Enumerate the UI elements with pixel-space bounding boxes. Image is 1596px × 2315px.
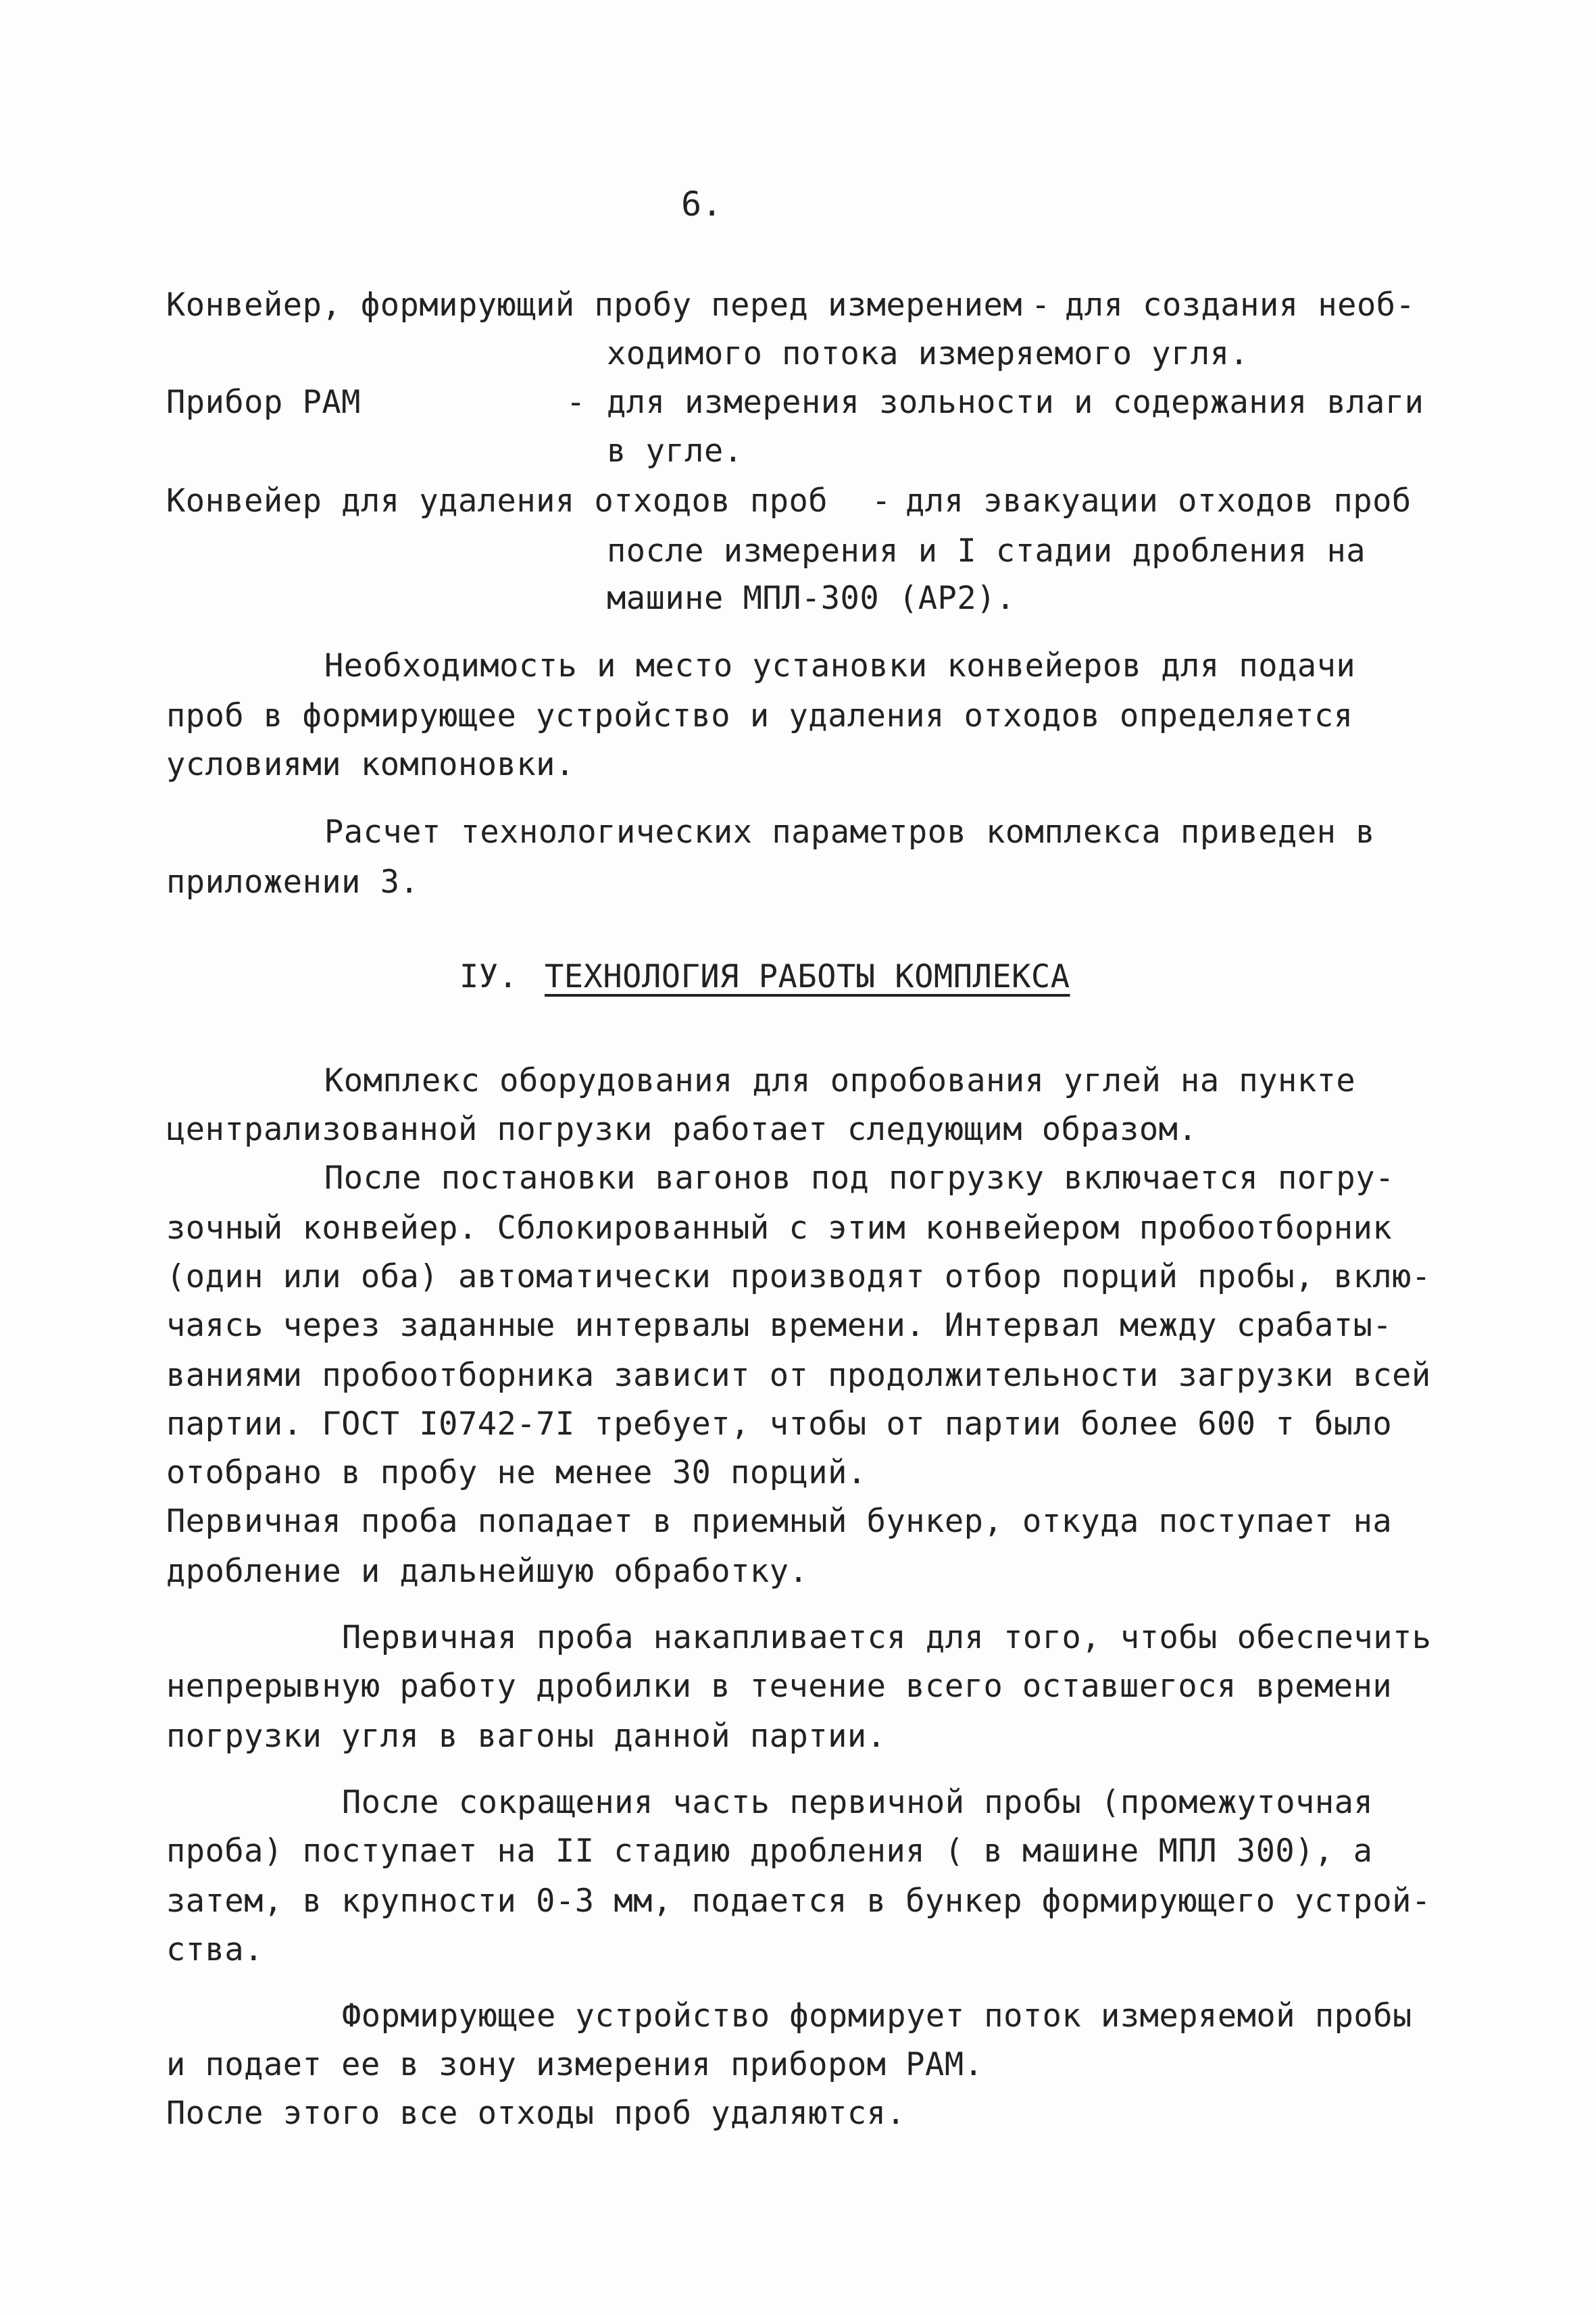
paragraph-9-line-1: После этого все отходы проб удаляются. [166,2095,906,2132]
equipment-desc-1-line-2: ходимого потока измеряемого угля. [607,335,1249,372]
equipment-dash-2: - [566,384,586,421]
paragraph-7-line-2: проба) поступает на II стадию дробления ( в машине МПЛ 300), а [166,1833,1373,1870]
page-number: 6. [681,184,723,224]
paragraph-4-line-5: ваниями пробоотборника зависит от продолжительности загрузки всей [166,1357,1431,1394]
paragraph-7-line-1: После сокращения часть первичной пробы (промежуточная [342,1784,1374,1821]
equipment-dash-1: - [1031,287,1051,324]
paragraph-4-line-3: (один или оба) автоматически производят отбор порций пробы, вклю- [166,1258,1431,1295]
paragraph-4-line-1: После постановки вагонов под погрузку включается погру- [324,1160,1395,1197]
paragraph-2-line-1: Расчет технологических параметров комплекса приведен в [324,814,1376,851]
paragraph-6-line-1: Первичная проба накапливается для того, чтобы обеспечить [342,1619,1432,1656]
paragraph-3-line-2: централизованной погрузки работает следующим образом. [166,1111,1198,1148]
paragraph-6-line-3: погрузки угля в вагоны данной партии. [166,1718,887,1755]
equipment-name-1: Конвейер, формирующий пробу перед измерением [166,287,1023,324]
paragraph-1-line-1: Необходимость и место установки конвейеров для подачи [324,647,1356,684]
paragraph-8-line-2: и подает ее в зону измерения прибором РАМ. [166,2046,984,2083]
equipment-desc-2-line-2: в угле. [607,432,743,470]
equipment-name-2: Прибор РАМ [166,384,361,421]
section-title: ТЕХНОЛОГИЯ РАБОТЫ КОМПЛЕКСА [545,958,1070,995]
paragraph-7-line-3: затем, в крупности 0-3 мм, подается в бункер формирующего устрой- [166,1883,1431,1920]
paragraph-4-line-4: чаясь через заданные интервалы времени. Интервал между срабаты- [166,1307,1393,1344]
paragraph-7-line-4: ства. [166,1931,264,1968]
paragraph-4-line-7: отобрано в пробу не менее 30 порций. [166,1454,867,1491]
paragraph-4-line-2: зочный конвейер. Сблокированный с этим конвейером пробоотборник [166,1210,1393,1247]
equipment-desc-3-line-1: для эвакуации отходов проб [905,482,1412,520]
equipment-desc-1-line-1: для создания необ- [1065,287,1416,324]
paragraph-8-line-1: Формирующее устройство формирует поток измеряемой пробы [342,1997,1412,2035]
equipment-desc-3-line-2: после измерения и I стадии дробления на [607,532,1366,570]
paragraph-1-line-3: условиями компоновки. [166,746,575,783]
paragraph-4-line-6: партии. ГОСТ I0742-7I требует, чтобы от партии более 600 т было [166,1405,1393,1443]
equipment-name-3: Конвейер для удаления отходов проб [166,482,828,520]
paragraph-5-line-2: дробление и дальнейшую обработку. [166,1553,809,1590]
section-number: IУ. [459,958,518,995]
paragraph-6-line-2: непрерывную работу дробилки в течение всего оставшегося времени [166,1668,1393,1705]
equipment-desc-2-line-1: для измерения зольности и содержания влаги [607,384,1424,421]
equipment-dash-3: - [872,482,891,520]
paragraph-3-line-1: Комплекс оборудования для опробования углей на пункте [324,1062,1356,1099]
paragraph-5-line-1: Первичная проба попадает в приемный бункер, откуда поступает на [166,1503,1393,1540]
paragraph-1-line-2: проб в формирующее устройство и удаления отходов определяется [166,697,1353,735]
equipment-desc-3-line-3: машине МПЛ-300 (АР2). [607,580,1016,617]
paragraph-2-line-2: приложении 3. [166,864,420,901]
